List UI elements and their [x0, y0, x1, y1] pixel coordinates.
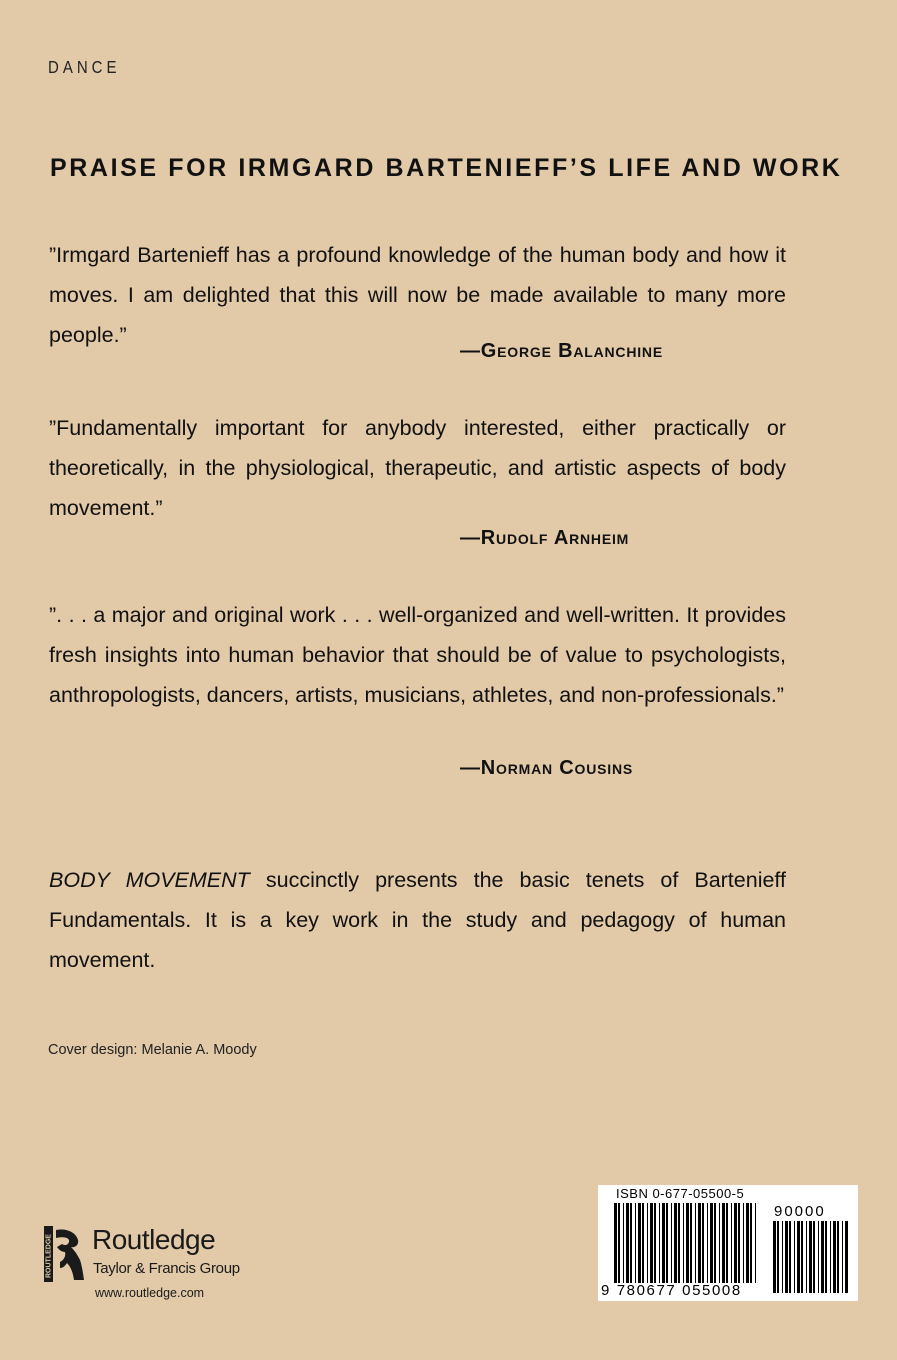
barcode-bar	[671, 1203, 672, 1283]
barcode-bar	[777, 1221, 779, 1293]
quote-cousins: ”. . . a major and original work . . . well-organized and well-written. It provides fresh insights into human behavior that should be of value to psychologists, anthropologists, dancers, artists, musicians, athletes, and non-professionals.”	[49, 603, 786, 707]
barcode-bar	[659, 1203, 660, 1283]
publisher-group: Taylor & Francis Group	[93, 1260, 240, 1277]
book-blurb	[49, 860, 786, 980]
barcode-bar	[746, 1203, 749, 1283]
barcode-bar	[750, 1203, 752, 1283]
barcode-bar	[818, 1221, 819, 1293]
barcode-bar	[801, 1221, 803, 1293]
barcode-bar	[650, 1203, 653, 1283]
praise-heading: PRAISE FOR IRMGARD BARTENIEFF’S LIFE AND WORK	[50, 154, 843, 182]
barcode-bar	[845, 1221, 848, 1293]
barcode-bar	[830, 1221, 831, 1293]
barcode-bar	[710, 1203, 713, 1283]
barcode-bar	[618, 1203, 620, 1283]
barcode-bar	[809, 1221, 812, 1293]
barcode-bar	[683, 1203, 684, 1283]
logo-vertical-text: ROUTLEDGE	[45, 1234, 53, 1278]
isbn-barcode	[598, 1185, 858, 1301]
barcode-bar	[719, 1203, 720, 1283]
barcode-bar	[794, 1221, 795, 1293]
attribution-balanchine: —George Balanchine	[460, 340, 663, 362]
barcode-bar	[630, 1203, 632, 1283]
barcode-bar	[726, 1203, 728, 1283]
barcode-bar	[647, 1203, 648, 1283]
barcode-bar	[690, 1203, 692, 1283]
barcode-bar	[821, 1221, 824, 1293]
barcode-bar	[674, 1203, 677, 1283]
barcode-bar	[731, 1203, 732, 1283]
barcode-bar	[714, 1203, 716, 1283]
attribution-cousins: —Norman Cousins	[460, 757, 634, 779]
barcode-bar	[702, 1203, 704, 1283]
quote-balanchine: ”Irmgard Bartenieff has a profound knowledge of the human body and how it moves. I am delighted that this will now be made available to many more people.”	[49, 243, 786, 347]
blurb-book-title: BODY MOVEMENT	[49, 868, 250, 892]
barcode-bar	[623, 1203, 624, 1283]
barcode-bar	[825, 1221, 827, 1293]
barcode-bar	[734, 1203, 737, 1283]
barcode-bar	[743, 1203, 744, 1283]
barcode-bar	[626, 1203, 629, 1283]
barcode-bar	[738, 1203, 740, 1283]
barcode-bar	[837, 1221, 839, 1293]
barcode-bar	[635, 1203, 636, 1283]
publisher-logo	[44, 1222, 264, 1312]
blurb-text: succinctly presents the basic tenets of Bartenieff Fundamentals. It is a key work in the study and pedagogy of human movement.	[49, 868, 786, 972]
barcode-bar	[813, 1221, 815, 1293]
barcode-bar	[654, 1203, 656, 1283]
barcode-bar	[698, 1203, 701, 1283]
publisher-name: Routledge	[92, 1224, 216, 1255]
cover-design-credit: Cover design: Melanie A. Moody	[48, 1042, 257, 1058]
price-code-digits: 90000	[774, 1203, 826, 1220]
barcode-bar	[678, 1203, 680, 1283]
category-label: DANCE	[48, 58, 121, 78]
barcode-bar	[785, 1221, 788, 1293]
barcode-bar	[638, 1203, 641, 1283]
barcode-bar	[782, 1221, 783, 1293]
barcode-bar	[695, 1203, 696, 1283]
barcode-bar	[842, 1221, 843, 1293]
isbn-number: ISBN 0-677-05500-5	[616, 1186, 745, 1201]
publisher-url: www.routledge.com	[95, 1286, 205, 1300]
barcode-bar	[722, 1203, 725, 1283]
barcode-bar	[797, 1221, 800, 1293]
attribution-arnheim: —Rudolf Arnheim	[460, 527, 630, 549]
barcode-bar	[642, 1203, 644, 1283]
barcode-bar	[806, 1221, 807, 1293]
barcode-bar	[662, 1203, 665, 1283]
ean-digits: 9 780677 055008	[601, 1282, 742, 1299]
routledge-knight-icon	[44, 1226, 86, 1282]
barcode-bar	[707, 1203, 708, 1283]
barcode-bar	[833, 1221, 836, 1293]
barcode-bar	[789, 1221, 791, 1293]
barcode-bar	[773, 1221, 776, 1293]
barcode-bar	[755, 1203, 756, 1283]
barcode-bar	[614, 1203, 617, 1283]
barcode-bar	[666, 1203, 668, 1283]
quote-arnheim: ”Fundamentally important for anybody interested, either practically or theoretically, in the physiological, therapeutic, and artistic aspects of body movement.”	[49, 416, 786, 520]
barcode-bar	[686, 1203, 689, 1283]
